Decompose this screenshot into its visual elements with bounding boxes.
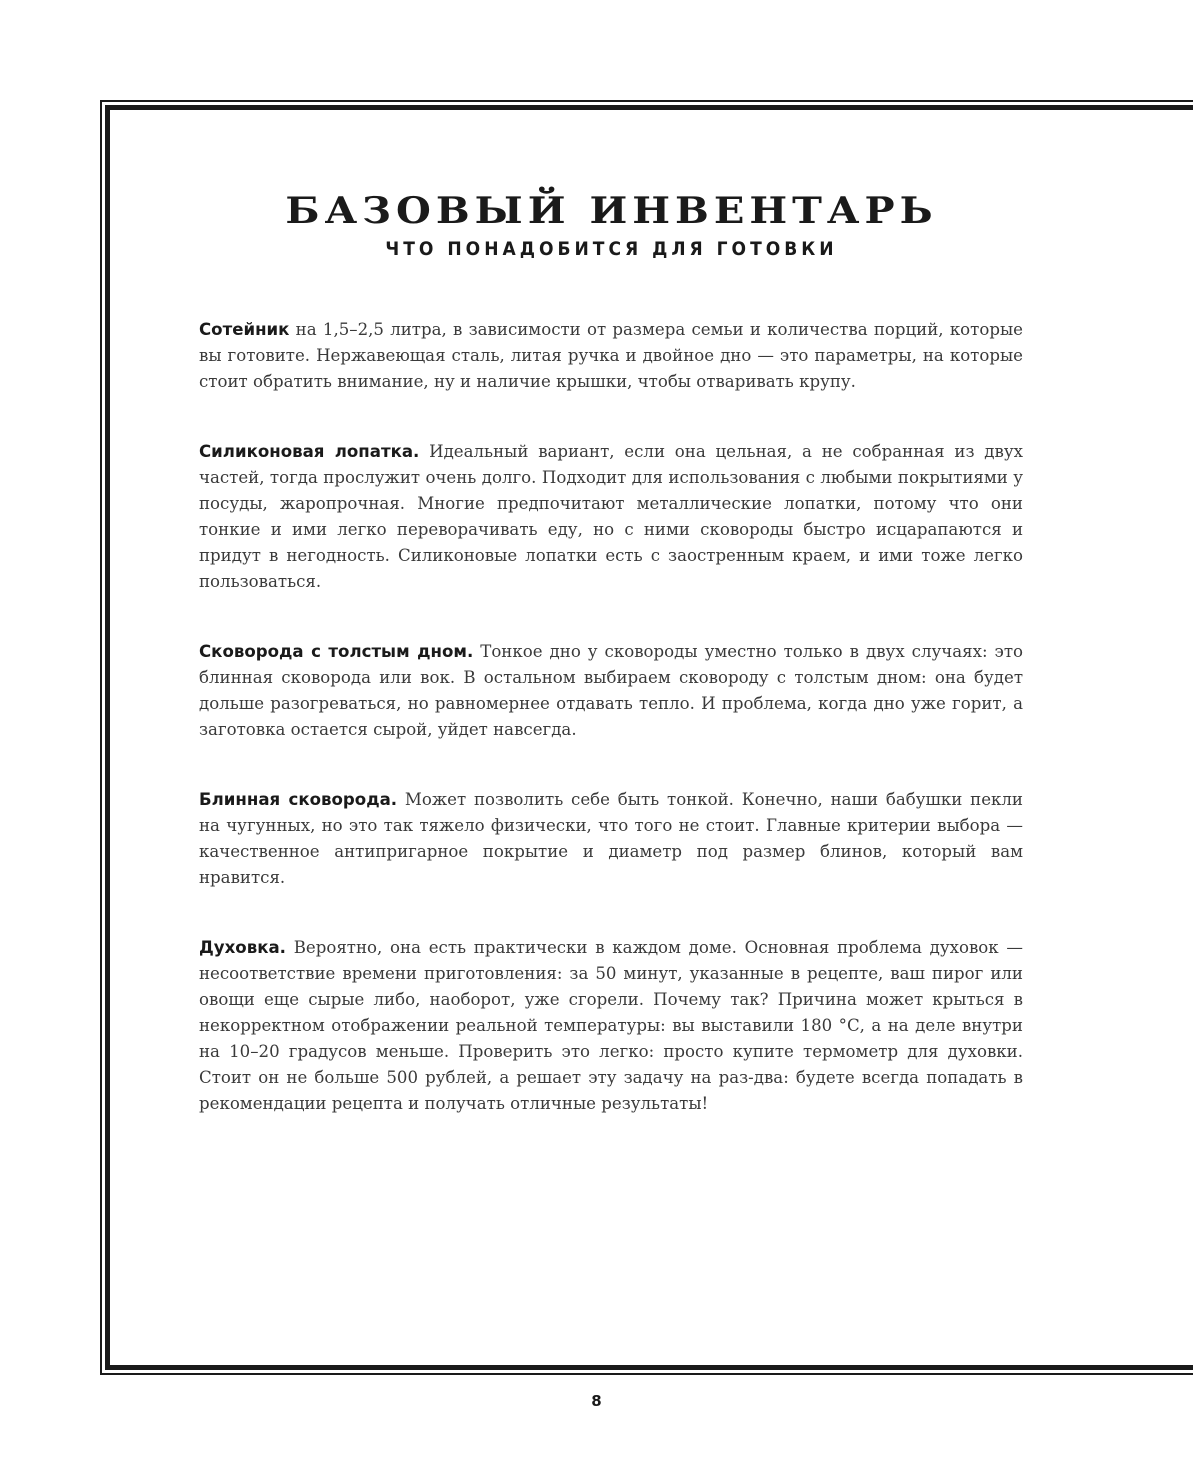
article-body [199, 317, 1023, 1161]
page-subtitle: ЧТО ПОНАДОБИТСЯ ДЛЯ ГОТОВКИ [385, 238, 838, 260]
text-thick-pan: Тонкое дно у сковороды уместно только в двух случаях: это блинная сковорода или вок. В остальном выбираем сковороду с толстым дном: она будет дольше разогреваться, но равномернее отдавать тепло. И проблема, когда дно уже горит, а заготовка остается сырой, уйдет навсегда. [199, 642, 1023, 739]
page-title: БАЗОВЫЙ ИНВЕНТАРЬ [285, 188, 938, 232]
text-oven: Вероятно, она есть практически в каждом доме. Основная проблема духовок — несоответствие времени приготовления: за 50 минут, указанные в рецепте, ваш пирог или овощи еще сырые либо, наоборот, уже сгорели. Почему так? Причина может крыться в некорректном отображении реальной температуры: вы выставили 180 °С, а на деле внутри на 10–20 градусов меньше. Проверить это легко: просто купите термометр для духовки. Стоит он не больше 500 рублей, а решает эту задачу на раз-два: будете всегда попадать в рекомендации рецепта и получать отличные результаты! [199, 938, 1023, 1113]
term-crepe-pan: Блинная сковорода. [199, 790, 398, 809]
term-silicone-spatula: Силиконовая лопатка. [199, 442, 420, 461]
text-crepe-pan: Может позволить себе быть тонкой. Конечно, наши бабушки пекли на чугунных, но это так тяжело физически, что того не стоит. Главные критерии выбора — качественное антипригарное покрытие и диаметр под размер блинов, который вам нравится. [199, 790, 1023, 887]
paragraph-thick-pan [199, 639, 1023, 743]
text-saute-pan: на 1,5–2,5 литра, в зависимости от размера семьи и количества порций, которые вы готовите. Нержавеющая сталь, литая ручка и двойное дно — это параметры, на которые стоит обратить внимание, ну и наличие крышки, чтобы отваривать крупу. [199, 320, 1023, 391]
page-number: 8 [591, 1392, 602, 1410]
text-silicone-spatula: Идеальный вариант, если она цельная, а не собранная из двух частей, тогда прослужит очень долго. Подходит для использования с любыми покрытиями у посуды, жаропрочная. Многие предпочитают металлические лопатки, потому что они тонкие и ими легко переворачивать еду, но с ними сковороды быстро исцарапаются и придут в негодность. Силиконовые лопатки есть с заостренным краем, и ими тоже легко пользоваться. [199, 442, 1023, 591]
term-oven: Духовка. [199, 938, 286, 957]
paragraph-oven [199, 935, 1023, 1117]
paragraph-crepe-pan [199, 787, 1023, 891]
paragraph-silicone-spatula [199, 439, 1023, 595]
term-saute-pan: Сотейник [199, 320, 290, 339]
paragraph-saute-pan [199, 317, 1023, 395]
term-thick-pan: Сковорода с толстым дном. [199, 642, 474, 661]
